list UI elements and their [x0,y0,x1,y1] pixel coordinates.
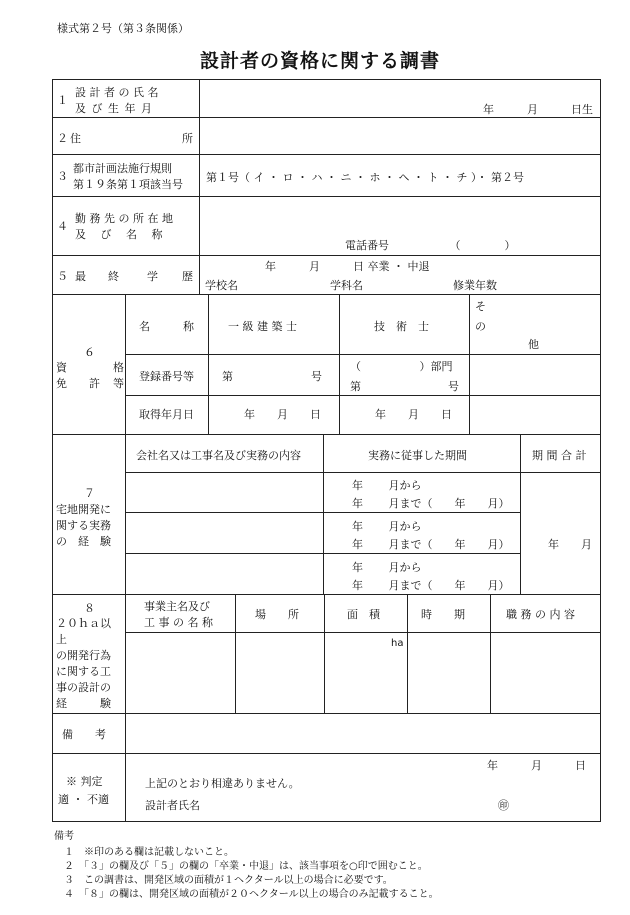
engineer-acquisition-date[interactable]: 年 月 日 [375,408,452,421]
row8-label-line6: 経 験 [56,697,111,710]
row5-label-d: 歴 [182,270,193,283]
study-years-label: 修業年数 [453,279,497,292]
location-header: 場 所 [255,608,299,621]
row3-number: ３ [57,170,68,183]
birth-date-field[interactable]: 年 月 日生 [483,103,593,116]
remarks-label: 備 考 [62,728,106,741]
area-unit-ha: ha [391,638,404,649]
row6-label-c: 免 [56,377,67,390]
first-class-architect-label: 一 級 建 築 士 [228,320,297,333]
judgment-label: ※ 判定 [66,775,103,788]
row6-label-a: 資 [56,361,67,374]
graduation-status-field[interactable]: 年 月 日 卒業 ・ 中退 [265,260,430,273]
period-header: 時 期 [421,608,465,621]
row5-label-a: 最 [75,270,86,283]
row7-label-line2: 関する実務 [56,519,111,532]
address-field[interactable] [201,118,599,153]
row2-label-b: 所 [182,132,193,145]
notes-title: 備考 [54,831,74,842]
engineer-label: 技 術 士 [374,320,429,333]
project-owner-header-line1: 事業主名及び [144,600,210,613]
note-item: ４ 「８」の欄は、開発区域の面積が２０ヘクタール以上の場合のみ記載すること。 [64,889,439,900]
row6-label-e: 等 [113,377,124,390]
row6-number: ６ [84,346,95,359]
experience-2-from[interactable]: 年 月から [352,520,422,533]
row5-number: ５ [57,270,68,283]
engineer-reg-dai: 第 [350,380,361,393]
experience-1-to[interactable]: 年 月まで（ 年 月） [352,497,510,510]
note-item: １ ※印のある欄は記載しないこと。 [64,847,234,858]
other-label-3: 他 [528,338,539,351]
row1-label-line1: 設 計 者 の 氏 名 [75,86,159,99]
experience-2-to[interactable]: 年 月まで（ 年 月） [352,538,510,551]
project-owner-header-line2: 工 事 の 名 称 [144,616,213,629]
row8-label-line4: に関する工 [56,665,111,678]
note-item: ２ 「３」の欄及び「５」の欄の「卒業・中退」は、該当事項を○印で囲むこと。 [64,861,428,872]
school-name-label: 学校名 [205,279,238,292]
row3-label-line1: 都市計画法施行規則 [73,162,172,175]
area-header: 面 積 [347,608,380,621]
declaration-date[interactable]: 年 月 日 [487,759,586,772]
work-period-header: 実務に従事した期間 [368,449,467,462]
registration-number-header: 登録番号等 [139,370,194,383]
period-total-field[interactable]: 年 月 [548,538,592,551]
acquisition-date-header: 取得年月日 [139,408,194,421]
engineer-reg-go: 号 [448,380,459,393]
engineer-division-field[interactable]: （ ）部門 [350,360,453,373]
row8-label-line1: ２０ｈａ以 [56,617,111,630]
row7-label-line1: 宅地開発に [56,503,111,516]
rule-clause-selector[interactable]: 第１号（ イ ・ ロ ・ ハ ・ ニ ・ ホ ・ ヘ ・ ト ・ チ ）・ 第２号 [206,171,524,184]
license-name-header: 名 称 [139,320,194,333]
row6-label-d: 許 [89,377,100,390]
period-total-header: 期 間 合 計 [532,449,587,462]
form-number: 様式第２号（第３条関係） [57,22,189,35]
row3-label-line2: 第１９条第１項該当号 [73,178,183,191]
remarks-field[interactable] [127,714,599,752]
row1-label-line2: 及 び 生 年 月 [75,102,153,115]
row8-label-line3: の開発行為 [56,649,111,662]
note-item: ３ この調書は、開発区域の面積が１ヘクタール以上の場合に必要です。 [64,875,393,886]
row4-label-line1: 勤 務 先 の 所 在 地 [75,212,173,225]
experience-1-from[interactable]: 年 月から [352,479,422,492]
judgment-options: 適 ・ 不適 [58,793,109,806]
experience-3-from[interactable]: 年 月から [352,561,422,574]
duty-content-header: 職 務 の 内 容 [506,608,575,621]
page-title: 設計者の資格に関する調書 [200,50,441,72]
row6-label-b: 格 [113,361,124,374]
row8-label-line2: 上 [56,633,67,646]
registration-dai: 第 [222,370,233,383]
row7-number: ７ [84,487,95,500]
row8-number: ８ [84,602,95,615]
row4-label-line2: 及 び 名 称 [75,228,163,241]
designer-name-label: 設計者氏名 [145,799,200,812]
other-label-2: の [475,320,486,333]
other-label-1: そ [475,300,486,313]
company-content-header: 会社名又は工事名及び実務の内容 [136,449,301,462]
row4-number: ４ [57,220,68,233]
department-label: 学科名 [330,279,363,292]
architect-acquisition-date[interactable]: 年 月 日 [244,408,321,421]
seal-mark: ㊞ [498,799,509,812]
experience-3-to[interactable]: 年 月まで（ 年 月） [352,579,510,592]
row2-number: ２ [57,132,68,145]
row5-label-c: 学 [147,270,158,283]
row8-label-line5: 事の設計の [56,681,111,694]
row5-label-b: 終 [108,270,119,283]
row1-number: １ [57,94,68,107]
registration-go: 号 [311,370,322,383]
declaration-text: 上記のとおり相違ありません。 [145,777,300,790]
row2-label-a: 住 [70,132,81,145]
phone-number-field[interactable]: 電話番号 （ ） [345,239,516,252]
row7-label-line3: の 経 験 [56,535,111,548]
